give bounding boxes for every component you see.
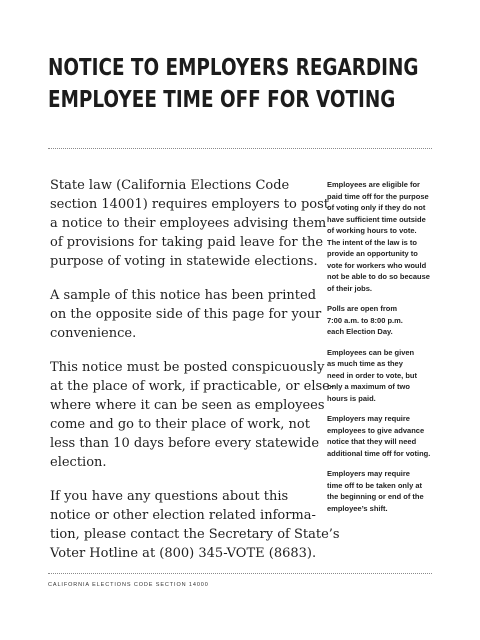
text-line: A sample of this notice has been printed — [50, 288, 317, 303]
note-line: 7:00 a.m. to 8:00 p.m. — [327, 315, 403, 325]
note-line: Employers may require — [327, 414, 410, 423]
note-poll-hours — [327, 303, 445, 338]
bottom-divider — [48, 573, 432, 574]
note-line: the beginning or end of the — [327, 492, 424, 501]
sidebar-notes — [327, 179, 445, 523]
main-body — [50, 176, 340, 578]
note-line: each Election Day. — [327, 327, 393, 336]
note-advance-notice — [327, 413, 445, 459]
note-line: of their jobs. — [327, 283, 372, 293]
note-line: as much time as they — [327, 359, 403, 368]
note-line: vote for workers who would — [327, 260, 427, 270]
text-line: section 14001) requires employers to post — [50, 197, 329, 212]
note-line: Polls are open from — [327, 304, 398, 313]
text-line: a notice to their employees advising them — [50, 216, 327, 231]
text-line: tion, please contact the Secretary of State’s — [50, 527, 340, 542]
top-divider — [48, 148, 432, 149]
note-line: additional time off for voting. — [327, 448, 431, 458]
note-line: only a maximum of two — [327, 382, 410, 391]
note-line: employees to give advance — [327, 425, 425, 435]
text-line: purpose of voting in statewide elections. — [50, 254, 318, 269]
note-line: not be able to do so because — [327, 272, 430, 281]
note-line: Employers may require — [327, 469, 410, 478]
text-line: come and go to their place of work, not — [50, 417, 310, 432]
text-line: on the opposite side of this page for your — [50, 307, 322, 322]
note-line: need in order to vote, but — [327, 370, 418, 380]
text-line: less than 10 days before every statewide — [50, 436, 320, 451]
note-line: of working hours to vote. — [327, 226, 417, 235]
note-time-allowed — [327, 347, 445, 405]
page-title — [48, 52, 448, 116]
text-line: If you have any questions about this — [50, 489, 289, 504]
note-line: employee’s shift. — [327, 503, 388, 513]
note-line: have sufficient time outside — [327, 214, 426, 224]
note-line: The intent of the law is to — [327, 237, 417, 247]
note-line: paid time off for the purpose — [327, 191, 429, 201]
title-line-1: NOTICE TO EMPLOYERS REGARDING — [48, 55, 419, 81]
footer-citation: CALIFORNIA ELECTIONS CODE SECTION 14000 — [48, 582, 209, 588]
title-line-2: EMPLOYEE TIME OFF FOR VOTING — [48, 87, 396, 113]
note-line: notice that they will need — [327, 437, 417, 446]
paragraph-sample — [50, 286, 322, 343]
note-line: Employees can be given — [327, 347, 415, 357]
note-line: of voting only if they do not — [327, 203, 426, 212]
text-line: State law (California Elections Code — [50, 178, 290, 193]
note-line: time off to be taken only at — [327, 480, 423, 490]
text-line: Voter Hotline at (800) 345-VOTE (8683). — [50, 546, 317, 561]
note-line: hours is paid. — [327, 393, 376, 403]
text-line: convenience. — [50, 326, 137, 341]
note-line: Employees are eligible for — [327, 180, 420, 189]
text-line: at the place of work, if practicable, or else- — [50, 379, 335, 394]
text-line: election. — [50, 455, 107, 470]
note-shift-timing — [327, 468, 445, 514]
paragraph-contact — [50, 487, 340, 563]
text-line: of provisions for taking paid leave for the — [50, 235, 324, 250]
paragraph-posting — [50, 358, 335, 472]
note-eligibility — [327, 179, 445, 294]
text-line: notice or other election related informa- — [50, 508, 316, 523]
text-line: This notice must be posted conspicuously — [50, 360, 325, 375]
text-line: where where it can be seen as employees — [50, 398, 325, 413]
paragraph-law — [50, 176, 329, 271]
note-line: provide an opportunity to — [327, 249, 418, 258]
